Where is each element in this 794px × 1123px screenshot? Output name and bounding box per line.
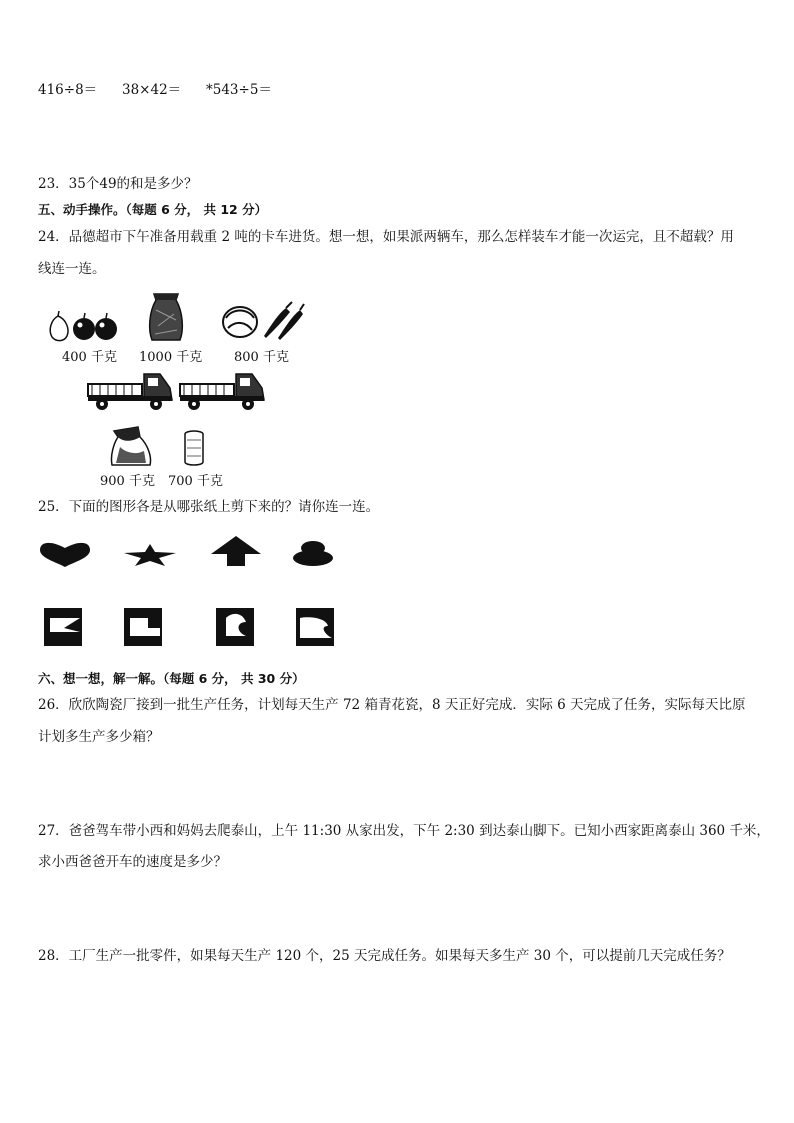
calc-item-3: *543÷5＝ xyxy=(206,82,272,98)
section-6-heading: 六、想一想，解一解。（每题 6 分， 共 30 分） xyxy=(38,671,305,686)
goods-label-vegetable: 800 千克 xyxy=(234,350,289,365)
question-23: 23．35个49的和是多少？ xyxy=(38,176,198,192)
truck-icon-2 xyxy=(178,370,266,412)
calc-item-1: 416÷8＝ xyxy=(38,82,98,98)
paper-4-icon xyxy=(296,608,336,646)
paper-1-icon xyxy=(44,608,84,646)
sack-icon xyxy=(146,290,186,342)
question-28: 28．工厂生产一批零件，如果每天生产 120 个，25 天完成任务。如果每天多生产 30 个，可以提前几天完成任务？ xyxy=(38,948,731,964)
question-25: 25．下面的图形各是从哪张纸上剪下来的？请你连一连。 xyxy=(38,499,380,515)
question-24-line-2: 线连一连。 xyxy=(38,261,106,277)
fruit-icon xyxy=(46,310,121,342)
barrel-icon xyxy=(183,430,205,466)
heart-shape-icon xyxy=(38,540,92,568)
question-27-line-1: 27．爸爸驾车带小西和妈妈去爬泰山，上午 11:30 从家出发，下午 2:30 到达泰山脚下。已知小西家距离泰山 360 千米， xyxy=(38,823,770,839)
question-24-line-1: 24．品德超市下午准备用载重 2 吨的卡车进货。想一想，如果派两辆车，那么怎样装车才能一次运完，且不超载？用 xyxy=(38,229,734,245)
goods-label-sack: 1000 千克 xyxy=(139,350,203,365)
question-26-line-2: 计划多生产多少箱？ xyxy=(38,729,160,745)
question-27-line-2: 求小西爸爸开车的速度是多少？ xyxy=(38,854,227,870)
question-26-line-1: 26．欣欣陶瓷厂接到一批生产任务，计划每天生产 72 箱青花瓷，8 天正好完成．实际 6 天完成了任务，实际每天比原 xyxy=(38,697,746,713)
paper-2-icon xyxy=(124,608,164,646)
goods-label-fruit: 400 千克 xyxy=(62,350,117,365)
bag-icon xyxy=(108,425,154,467)
vegetable-icon xyxy=(220,300,304,340)
truck-icon-1 xyxy=(86,370,174,412)
paper-3-icon xyxy=(216,608,256,646)
section-5-heading: 五、动手操作。（每题 6 分， 共 12 分） xyxy=(38,202,268,217)
goods-label-barrel: 700 千克 xyxy=(168,474,223,489)
goods-label-bag: 900 千克 xyxy=(100,474,155,489)
calc-item-2: 38×42＝ xyxy=(122,82,182,98)
star-shape-icon xyxy=(124,544,176,566)
arrow-shape-icon xyxy=(209,536,263,566)
blob-shape-icon xyxy=(292,540,334,566)
